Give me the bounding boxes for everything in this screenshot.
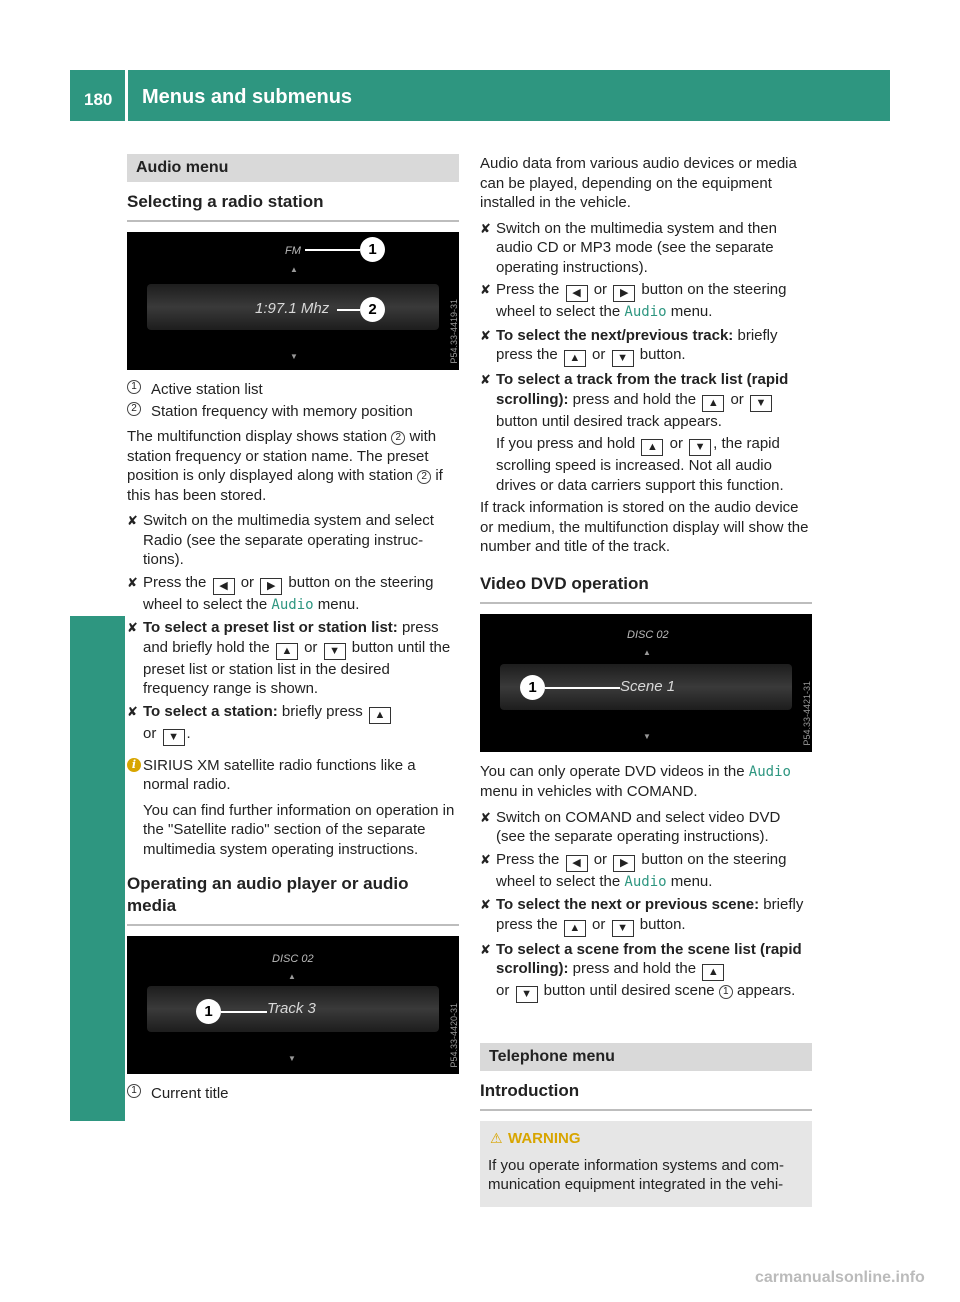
callout-line [337, 309, 360, 311]
info-icon: i [127, 758, 141, 772]
callout-1: 1 [360, 237, 385, 262]
right-key-icon: ▶ [613, 855, 635, 872]
up-key-icon: ▲ [369, 707, 391, 724]
callout-1: 1 [196, 999, 221, 1024]
up-key-icon: ▲ [702, 395, 724, 412]
callout-line [305, 249, 360, 251]
callout-line [221, 1011, 267, 1013]
step: ✘ To select the next/previous track: briefly press the ▲ or ▼ button. [480, 326, 812, 368]
image-reference: P54.33-4420-31 [449, 1003, 459, 1068]
radio-display-image [127, 232, 459, 370]
step: ✘ To select a preset list or station list: press and briefly hold the ▲ or ▼ button until the preset list or station list in the desired frequency range is shown. [127, 618, 459, 699]
up-arrow-icon: ▲ [288, 972, 296, 981]
up-key-icon: ▲ [276, 643, 298, 660]
info-text: You can find further information on operation in the "Satellite radio" section of the separate multimedia system operating instructions. [143, 801, 455, 858]
left-key-icon: ◀ [213, 578, 235, 595]
info-note [127, 756, 459, 860]
up-arrow-icon: ▲ [290, 265, 298, 274]
ref-circle: 2 [417, 470, 431, 484]
warning-title: ⚠ WARNING [490, 1130, 581, 1147]
paragraph: If track information is stored on the audio device or medium, the multifunction display will show the number and title of the track. [480, 499, 809, 555]
ref-circle: 1 [719, 985, 733, 999]
down-arrow-icon: ▼ [643, 731, 651, 741]
step: ✘ To select a scene from the scene list (rapid scrolling): press and hold the ▲ or ▼ button until desired scene 1 appears. [480, 940, 812, 1004]
step-note: If you press and hold ▲ or ▼ , the rapid scrolling speed is increased. Not all audio drives or data carriers support this function. [496, 435, 784, 494]
info-text: SIRIUS XM satellite radio functions like a normal radio. [143, 756, 416, 793]
legend-text: Station frequency with memory position [151, 402, 413, 420]
section-title-video: Video DVD operation [480, 573, 812, 604]
down-arrow-icon: ▼ [288, 1054, 296, 1063]
display-disc: DISC 02 [627, 628, 669, 641]
down-key-icon: ▼ [689, 439, 711, 456]
callout-2: 2 [360, 297, 385, 322]
up-key-icon: ▲ [564, 350, 586, 367]
step: ✘ Switch on the multimedia system and then audio CD or MP3 mode (see the separate operating instructions). [480, 219, 812, 278]
image-reference: P54.33-4421-31 [802, 680, 812, 746]
legend-item [127, 1084, 459, 1104]
audio-menu-name: Audio [624, 304, 667, 320]
legend-number: 1 [127, 1084, 141, 1098]
paragraph: Audio data from various audio devices or media can be played, depending on the equipment installed in the vehicle. [480, 155, 797, 211]
down-key-icon: ▼ [324, 643, 346, 660]
video-display-image [480, 614, 812, 752]
callout-line [545, 687, 620, 689]
display-track: Track 3 [267, 1000, 316, 1017]
side-tab [70, 616, 125, 1121]
up-key-icon: ▲ [564, 920, 586, 937]
down-key-icon: ▼ [612, 920, 634, 937]
display-scene: Scene 1 [620, 677, 676, 695]
step: ✘ Press the ◀ or ▶ button on the steering wheel to select the Audio menu. [127, 573, 459, 616]
right-key-icon: ▶ [613, 285, 635, 302]
image-reference: P54.33-4419-31 [449, 299, 459, 364]
audio-menu-heading: Audio menu [127, 154, 459, 182]
step: ✘ Press the ◀ or ▶ button on the steering wheel to select the Audio menu. [480, 280, 812, 323]
paragraph: You can only operate DVD videos in the Audio menu in vehicles with COMAND. [480, 762, 791, 800]
left-key-icon: ◀ [566, 855, 588, 872]
warning-icon: ⚠ [490, 1130, 503, 1146]
header-divider [125, 70, 128, 121]
step: ✘ Switch on COMAND and select video DVD (see the separate operating instructions). [480, 808, 812, 847]
audio-menu-name: Audio [624, 873, 667, 890]
section-title-introduction: Introduction [480, 1080, 812, 1111]
legend-text: Current title [151, 1085, 229, 1102]
paragraph: The multifunction display shows station 2 with station frequency or station name. The preset position is only displayed along with station 2 if this has been stored. [127, 428, 443, 504]
footer-watermark: carmanualsonline.info [755, 1269, 925, 1286]
down-arrow-icon: ▼ [290, 352, 298, 361]
legend-number: 2 [127, 402, 141, 416]
left-column [127, 154, 459, 1106]
step: ✘ Switch on the multimedia system and select Radio (see the separate operating instruc-tions). [127, 511, 459, 570]
display-frequency: 1:97.1 Mhz [255, 300, 330, 317]
down-key-icon: ▼ [516, 986, 538, 1003]
section-title-audio-player: Operating an audio player or audio media [127, 873, 459, 926]
right-column [480, 154, 812, 1207]
audio-menu-name: Audio [748, 763, 791, 780]
legend-item [127, 402, 459, 422]
legend-item [127, 380, 459, 400]
warning-box [480, 1121, 812, 1207]
legend-text: Active station list [151, 381, 263, 398]
down-key-icon: ▼ [750, 395, 772, 412]
warning-text: If you operate information systems and com-munication equipment integrated in the vehi- [488, 1156, 784, 1193]
down-key-icon: ▼ [163, 729, 185, 746]
legend-number: 1 [127, 380, 141, 394]
side-tab-label: On-board computer and displays [86, 269, 108, 583]
step: ✘ To select the next or previous scene: briefly press the ▲ or ▼ button. [480, 895, 812, 937]
display-disc: DISC 02 [272, 953, 314, 965]
right-key-icon: ▶ [260, 578, 282, 595]
section-title-radio: Selecting a radio station [127, 191, 459, 222]
display-band: FM [285, 245, 301, 257]
up-key-icon: ▲ [641, 439, 663, 456]
page-title: Menus and submenus [142, 86, 353, 108]
step: ✘ To select a station: briefly press ▲ or ▼ . [127, 702, 459, 746]
up-key-icon: ▲ [702, 964, 724, 981]
up-arrow-icon: ▲ [643, 647, 651, 657]
down-key-icon: ▼ [612, 350, 634, 367]
callout-1: 1 [520, 675, 545, 700]
telephone-menu-heading: Telephone menu [480, 1043, 812, 1071]
left-key-icon: ◀ [566, 285, 588, 302]
ref-circle: 2 [391, 431, 405, 445]
step: ✘ To select a track from the track list (rapid scrolling): press and hold the ▲ or ▼ button until desired track appears. [480, 370, 812, 431]
step: ✘ Press the ◀ or ▶ button on the steering wheel to select the Audio menu. [480, 850, 812, 893]
audio-menu-name: Audio [271, 596, 314, 613]
page-number: 180 [84, 90, 113, 109]
audio-player-display-image [127, 936, 459, 1074]
